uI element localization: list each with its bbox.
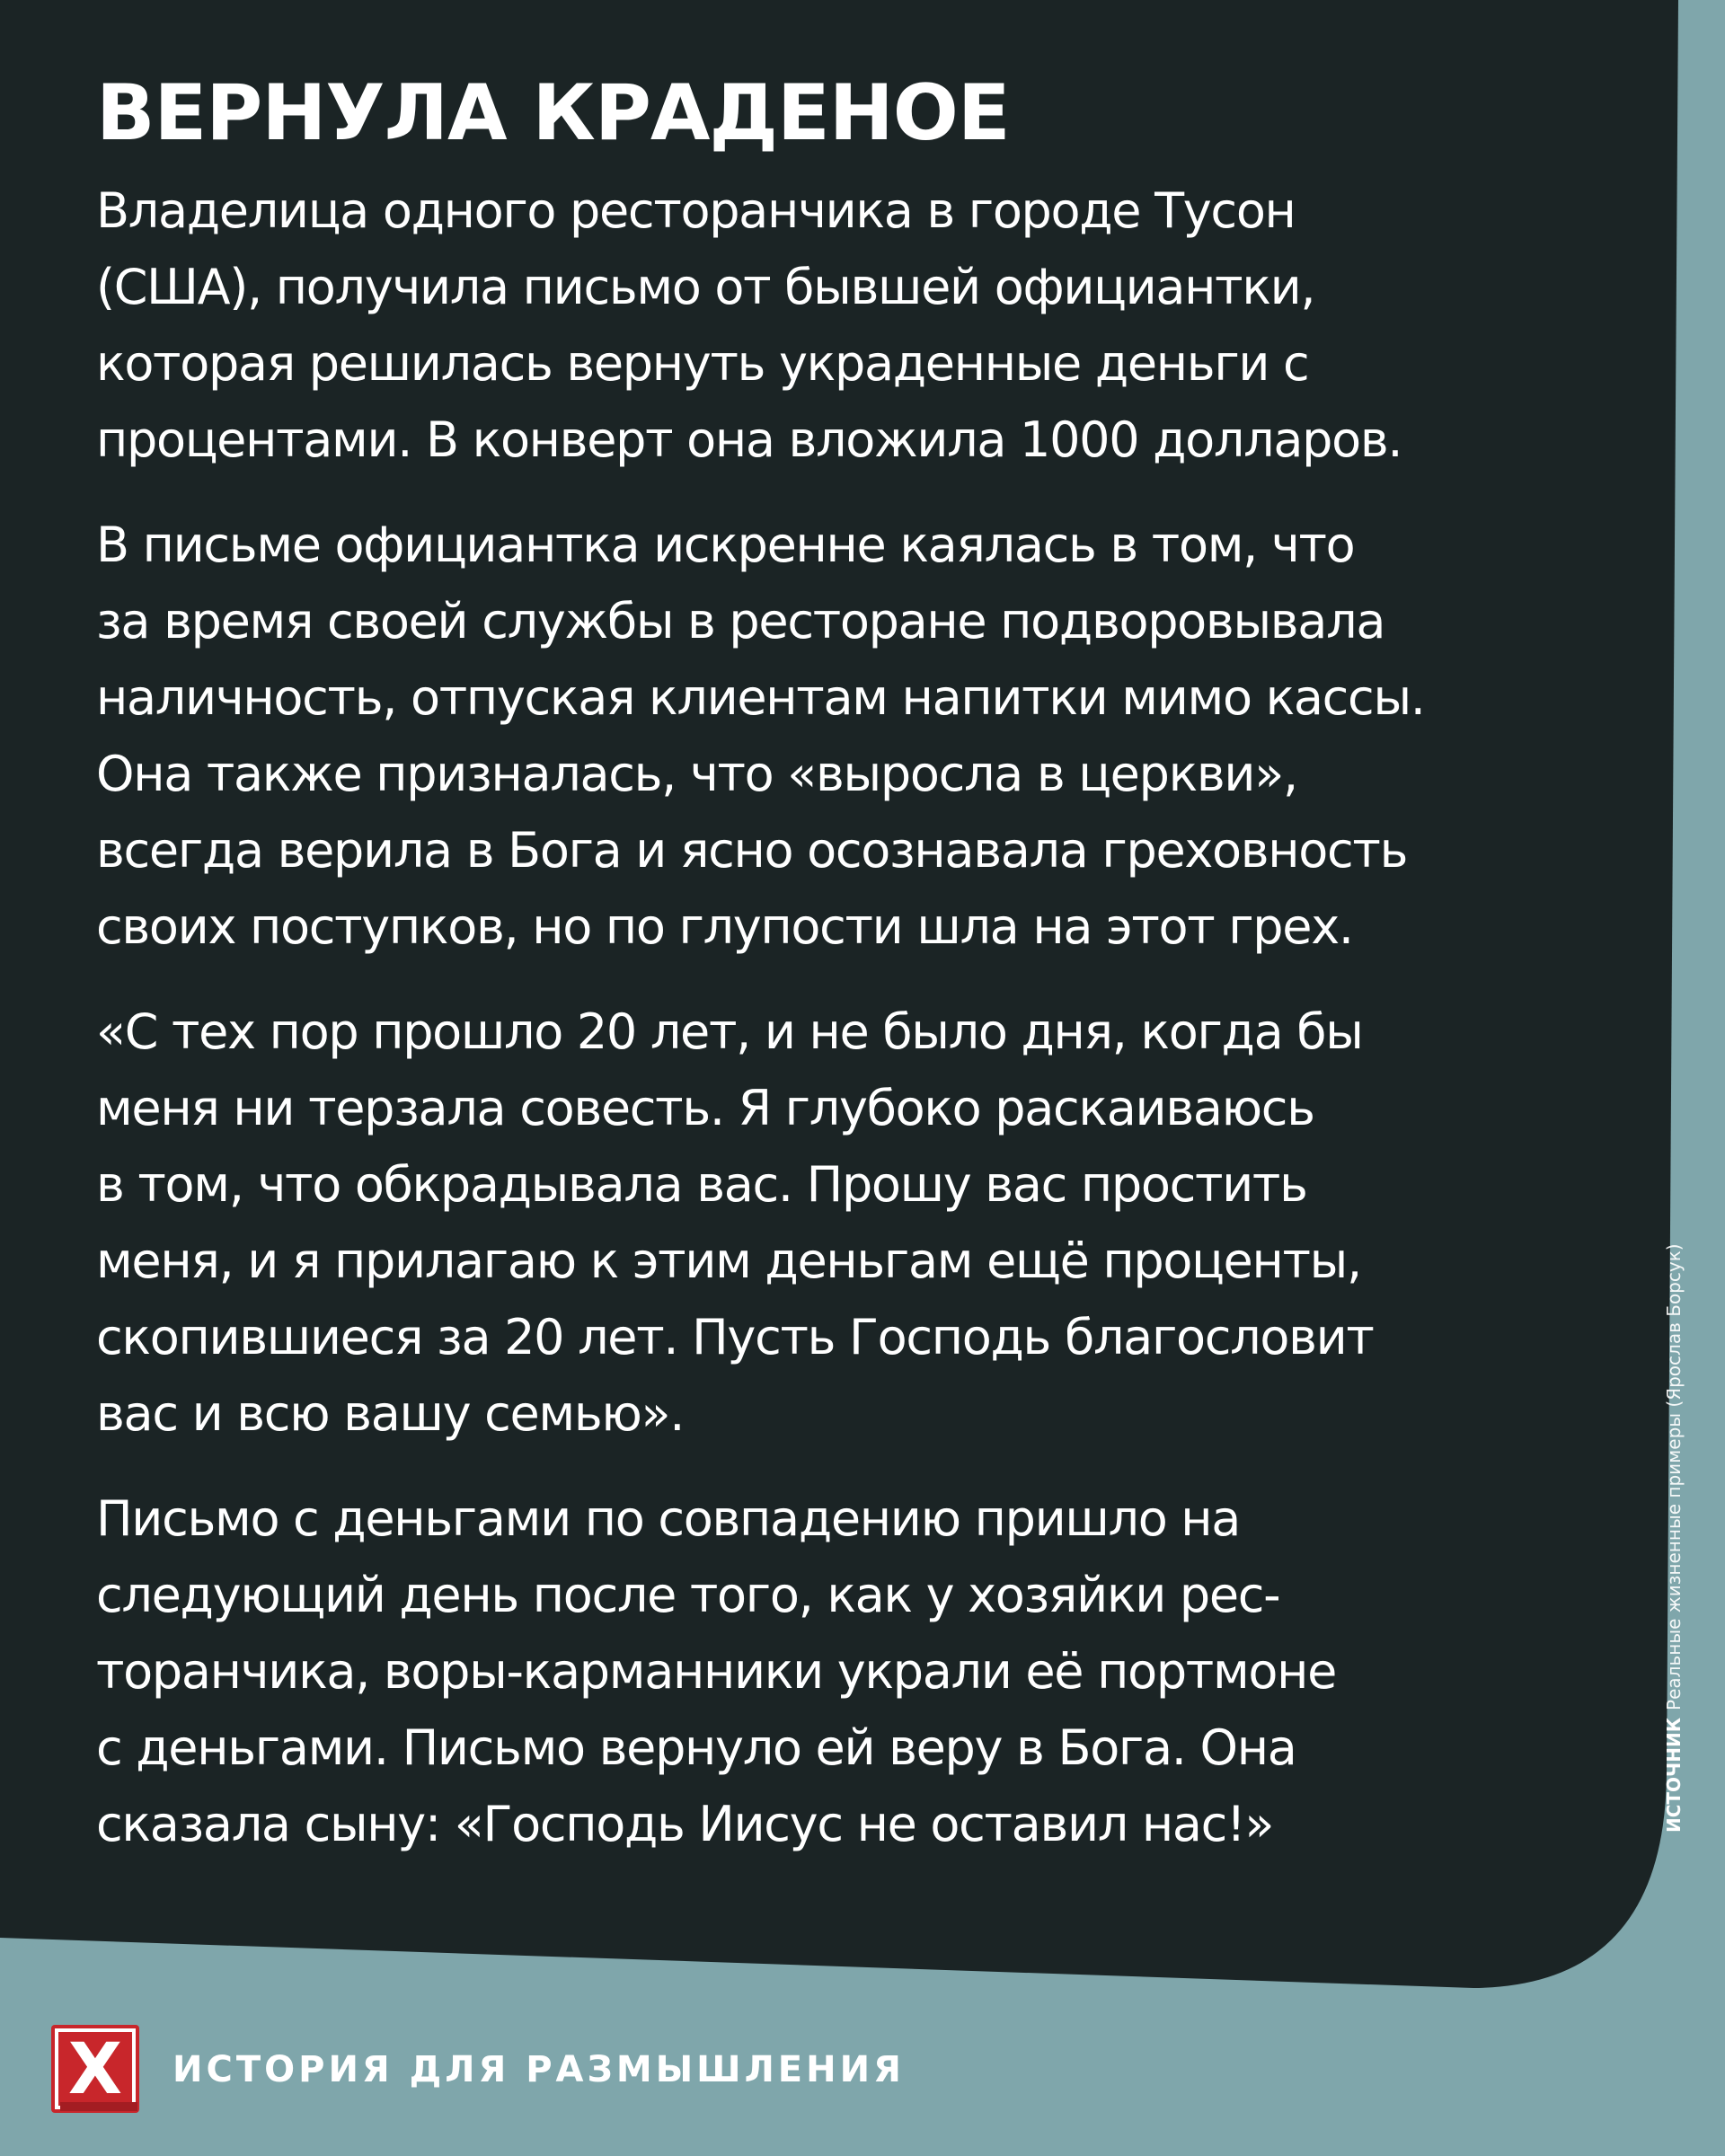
article-paragraph-3: «С тех пор прошло 20 лет, и не было дня, когда бы меня ни терзала совесть. Я глубоко раскаиваюсь в том, что обкрадывала вас. Прошу вас простить меня, и я прилагаю к этим деньгам ещё проценты, скопившиеся за 20 лет. Пусть Господь благословит вас и всю вашу семью».: [96, 1003, 1374, 1443]
source-credit: [1663, 1243, 1685, 1833]
footer-section-label: ИСТОРИЯ ДЛЯ РАЗМЫШЛЕНИЯ: [172, 2049, 905, 2090]
article: [96, 70, 1606, 1862]
source-text: Реальные жизненные примеры (Ярослав Борсук): [1663, 1243, 1685, 1710]
logo-letter: X: [67, 2029, 123, 2110]
x-logo-icon: [51, 2025, 139, 2113]
article-paragraph-1: Владелица одного ресторанчика в городе Тусон (США), получила письмо от бывшей официантки, которая решилась вернуть украденные деньги с процентами. В конверт она вложила 1000 долларов.: [96, 182, 1402, 469]
article-paragraph-2: В письме официантка искренне каялась в том, что за время своей службы в ресторане подворовывала наличность, отпуская клиентам напитки мимо кассы. Она также призналась, что «выросла в церкви», всегда верила в Бога и ясно осознавала греховность своих поступков, но по глупости шла на этот грех.: [96, 517, 1425, 956]
article-title: ВЕРНУЛА КРАДЕНОЕ: [96, 68, 1010, 158]
article-paragraph-4: Письмо с деньгами по совпадению пришло на следующий день после того, как у хозяйки рес- торанчика, воры-карманники украли её портмоне с деньгами. Письмо вернуло ей веру в Бога. Она сказала сыну: «Господь Иисус не оставил нас!»: [96, 1490, 1337, 1853]
source-label: ИСТОЧНИК: [1663, 1717, 1685, 1833]
